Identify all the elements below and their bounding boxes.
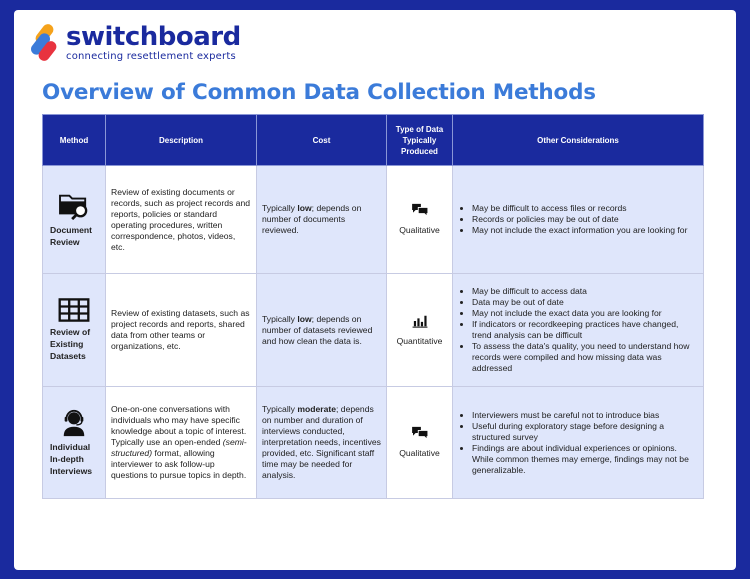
headset-person-icon bbox=[60, 409, 88, 437]
cost-post: ; depends on number and duration of interviews conducted, interpretation needs, incentives provided, etc. Significant staff time may be needed for analysis. bbox=[262, 404, 381, 480]
table-row bbox=[43, 387, 704, 499]
cost-level: moderate bbox=[297, 404, 337, 414]
list-item: • May not include the exact information you are looking for bbox=[472, 225, 698, 236]
header-other: Other Considerations bbox=[453, 115, 704, 166]
header-type: Type of Data Typically Produced bbox=[387, 115, 453, 166]
list-item: • May be difficult to access data bbox=[472, 286, 698, 297]
type-cell bbox=[387, 387, 453, 499]
bar-chart-icon bbox=[412, 314, 428, 328]
method-label: Document Review bbox=[50, 224, 93, 247]
cost-cell bbox=[257, 387, 387, 499]
table-row bbox=[43, 166, 704, 274]
method-label: Review of Existing Datasets bbox=[50, 327, 91, 361]
description-italic: (semi-structured) bbox=[111, 437, 247, 458]
method-label: Individual In-depth Interviews bbox=[50, 441, 93, 476]
list-item: • May not include the exact data you are looking for bbox=[472, 308, 698, 319]
speech-bubbles-icon bbox=[411, 203, 429, 217]
data-type-label: Qualitative bbox=[399, 448, 440, 458]
speech-bubbles-icon bbox=[411, 426, 429, 440]
logo bbox=[26, 22, 241, 64]
description-post: format, allowing interviewer to ask follow-up questions to pursue topics in depth. bbox=[111, 448, 247, 480]
considerations-list bbox=[458, 286, 698, 374]
cost-text bbox=[262, 404, 381, 481]
cost-pre: Typically bbox=[262, 203, 298, 213]
description-text: Review of existing datasets, such as project records and reports, shared data from other teams or organizations, etc. bbox=[111, 308, 250, 351]
data-type-label: Qualitative bbox=[399, 225, 440, 235]
folder-search-icon bbox=[58, 192, 90, 220]
method-cell bbox=[43, 166, 106, 274]
header-description: Description bbox=[106, 115, 257, 166]
considerations-cell bbox=[453, 166, 704, 274]
type-cell bbox=[387, 274, 453, 387]
description-cell bbox=[106, 274, 257, 387]
cost-post: ; depends on number of datasets reviewed and how clean the data is. bbox=[262, 313, 373, 346]
list-item: • Records or policies may be out of date bbox=[472, 214, 698, 225]
methods-table bbox=[42, 114, 704, 499]
list-item: • To assess the data's quality, you need to understand how records were compiled and how missing data was addressed bbox=[472, 341, 698, 374]
cost-pre: Typically bbox=[262, 404, 298, 414]
brand-tagline: connecting resettlement experts bbox=[66, 50, 236, 62]
list-item: • May be difficult to access files or records bbox=[472, 203, 698, 214]
list-item: • Findings are about individual experiences or opinions. While common themes may emerge, findings may not be generalizable. bbox=[472, 443, 698, 476]
description-text: Review of existing documents or records, such as project records and reports, policies or standard operating procedures, written correspondence, photos, videos, etc. bbox=[111, 186, 250, 252]
page-frame bbox=[14, 10, 736, 570]
data-type-label: Quantitative bbox=[396, 335, 443, 346]
cost-text bbox=[262, 314, 381, 347]
list-item: • Interviewers must be careful not to introduce bias bbox=[472, 410, 698, 421]
table-header-row bbox=[43, 115, 704, 166]
cost-pre: Typically bbox=[262, 313, 298, 324]
method-cell bbox=[43, 274, 106, 387]
description-cell bbox=[106, 387, 257, 499]
grid-table-icon bbox=[58, 298, 90, 322]
list-item: • If indicators or recordkeeping practices have changed, trend analysis can be difficult bbox=[472, 319, 698, 341]
brand-name: switchboard bbox=[66, 21, 241, 52]
type-cell bbox=[387, 166, 453, 274]
considerations-cell bbox=[453, 274, 704, 387]
description-text bbox=[111, 404, 251, 481]
list-item: • Useful during exploratory stage before designing a structured survey bbox=[472, 421, 698, 443]
cost-text bbox=[262, 203, 381, 236]
switchboard-logo-icon bbox=[26, 22, 62, 64]
table-row bbox=[43, 274, 704, 387]
header-cost: Cost bbox=[257, 115, 387, 166]
considerations-list bbox=[458, 410, 698, 476]
method-cell bbox=[43, 387, 106, 499]
cost-level: low bbox=[297, 313, 312, 324]
cost-level: low bbox=[297, 203, 312, 213]
considerations-cell bbox=[453, 387, 704, 499]
cost-post: ; depends on number of documents reviewed. bbox=[262, 203, 362, 235]
header-method: Method bbox=[43, 115, 106, 166]
description-pre: One-on-one conversations with individuals who may have specific knowledge about a topic of interest. Typically use an open-ended bbox=[111, 404, 247, 447]
description-cell bbox=[106, 166, 257, 274]
page-title: Overview of Common Data Collection Methods bbox=[42, 80, 596, 105]
list-item: • Data may be out of date bbox=[472, 297, 698, 308]
cost-cell bbox=[257, 274, 387, 387]
considerations-list bbox=[458, 203, 698, 236]
cost-cell bbox=[257, 166, 387, 274]
